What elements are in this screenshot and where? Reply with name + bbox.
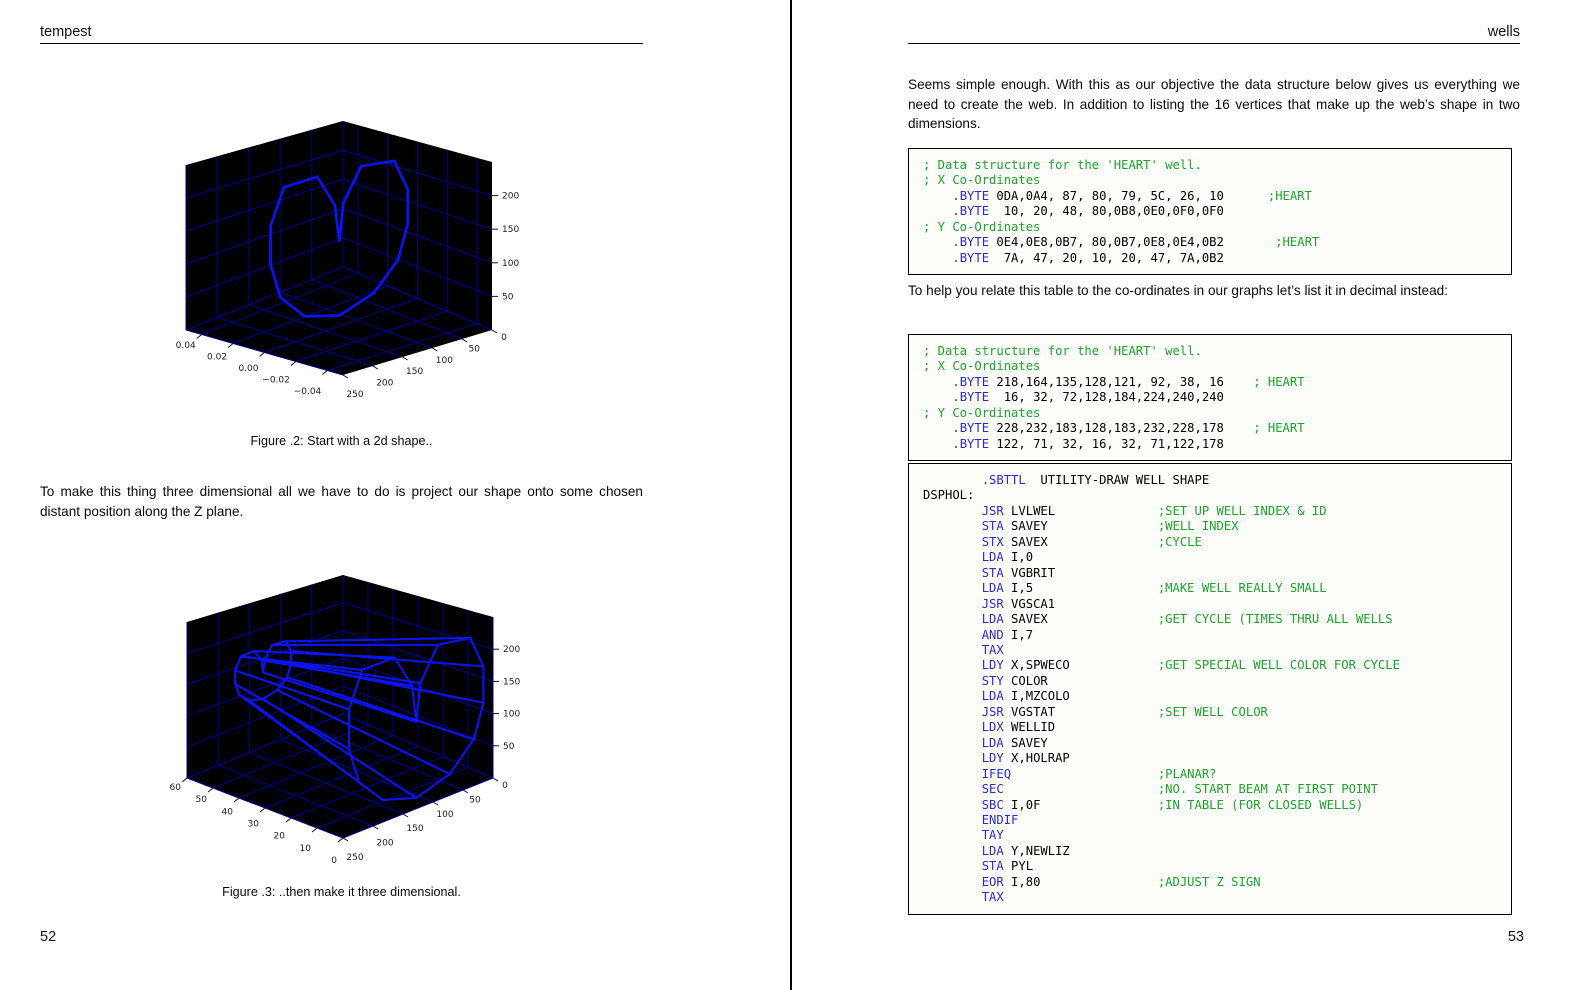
code-block-asm-listing: .SBTTL UTILITY-DRAW WELL SHAPE DSPHOL: JSR LVLWEL ;SET UP WELL INDEX & ID STA SAVEY ;WELL INDEX STX SAVEX ;CYCLE LDA I,0 STA VGBRIT LDA I,5 ;MAKE WELL REALLY SMALL JSR VGSCA1 LDA SAVEX ;GET CYCLE (TIMES THRU ALL WELLS AND I,7 TAX LDY X,SPWECO ;GET SPECIAL WELL COLOR FOR CYCLE STY COLOR LDA I,MZCOLO JSR VGSTAT ;SET WELL COLOR LDX WELLID LDA SAVEY LDY X,HOLRAP IFEQ ;PLANAR? SEC ;NO. START BEAM AT FIRST POINT SBC I,0F ;IN TABLE (FOR CLOSED WELLS) ENDIF TAY LDA Y,NEWLIZ STA PYL EOR I,80 ;ADJUST Z SIGN TAX [923,473,1400,905]
svg-text:0.00: 0.00 [238,364,259,374]
svg-text:50: 50 [503,741,515,752]
svg-text:100: 100 [502,258,520,269]
right-page [792,0,1588,990]
svg-text:20: 20 [273,831,285,842]
svg-text:200: 200 [502,191,520,202]
right-paragraph-2: To help you relate this table to the co-ordinates in our graphs let’s list it in decimal instead: [908,283,1449,298]
code-block-hex-listing: ; Data structure for the 'HEART' well. ; X Co-Ordinates .BYTE 0DA,0A4, 87, 80, 79, 5C, 26, 10 ;HEART .BYTE 10, 20, 48, 80,0B8,0E0,0F0,0F0 ; Y Co-Ordinates .BYTE 0E4,0E8,0B7, 80,0B7,0E8,0E4,0B2 ;HEART .BYTE 7A, 47, 20, 10, 20, 47, 7A,0B2 [923,158,1320,265]
svg-text:0: 0 [501,333,507,343]
left-page-number: 52 [40,929,57,945]
code-block-asm [908,463,1512,915]
code-block-hex [908,148,1512,275]
figure-3-heart-3d-plot [160,560,545,885]
svg-text:10: 10 [299,843,311,854]
figure-2-caption: Figure .2: Start with a 2d shape.. [250,434,433,448]
svg-text:30: 30 [247,819,259,830]
svg-text:100: 100 [436,809,454,820]
svg-text:250: 250 [346,853,364,863]
code-block-decimal-listing: ; Data structure for the 'HEART' well. ; X Co-Ordinates .BYTE 218,164,135,128,121, 92, 38, 16 ; HEART .BYTE 16, 32, 72,128,184,224,240,240 ; Y Co-Ordinates .BYTE 228,232,183,128,183,232,228,178 ; HEART .BYTE 122, 71, 32, 16, 32, 71,122,178 [923,344,1305,451]
svg-text:50: 50 [469,795,481,806]
figure-2-heart-2d-plot [160,110,545,435]
right-paragraph-1: Seems simple enough. With this as our objective the data structure below gives us everything we need to create the web. In addition to listing the 16 vertices that make up the web’s shape in two dimensions. [908,77,1520,131]
right-header-rule [908,43,1520,44]
svg-text:0.02: 0.02 [207,352,228,363]
svg-text:150: 150 [502,225,520,236]
left-page-header: tempest [40,24,92,40]
svg-text:50: 50 [468,344,480,355]
right-page-header: wells [1487,24,1520,40]
svg-text:0: 0 [502,781,508,791]
svg-text:100: 100 [435,355,453,366]
left-header-rule [40,43,643,44]
svg-text:−0.04: −0.04 [293,387,322,398]
svg-text:50: 50 [195,795,207,806]
figure-3-caption: Figure .3: ..then make it three dimensional. [222,885,461,899]
code-block-decimal [908,334,1512,461]
svg-text:60: 60 [169,783,181,793]
left-paragraph: To make this thing three dimensional all we have to do is project our shape onto some chosen distant position along the Z plane. [40,484,643,519]
svg-text:150: 150 [406,824,424,835]
svg-text:100: 100 [503,709,521,720]
svg-text:250: 250 [346,390,364,400]
left-page [0,0,790,990]
svg-text:150: 150 [406,367,424,378]
svg-text:40: 40 [221,807,233,818]
svg-text:50: 50 [502,292,514,303]
right-page-number: 53 [1507,929,1524,945]
svg-text:200: 200 [503,645,521,656]
svg-text:−0.02: −0.02 [262,375,290,386]
svg-text:0.04: 0.04 [175,340,196,351]
svg-text:200: 200 [376,378,394,389]
svg-text:150: 150 [503,677,521,688]
svg-text:200: 200 [376,838,394,849]
svg-text:0: 0 [331,856,337,866]
